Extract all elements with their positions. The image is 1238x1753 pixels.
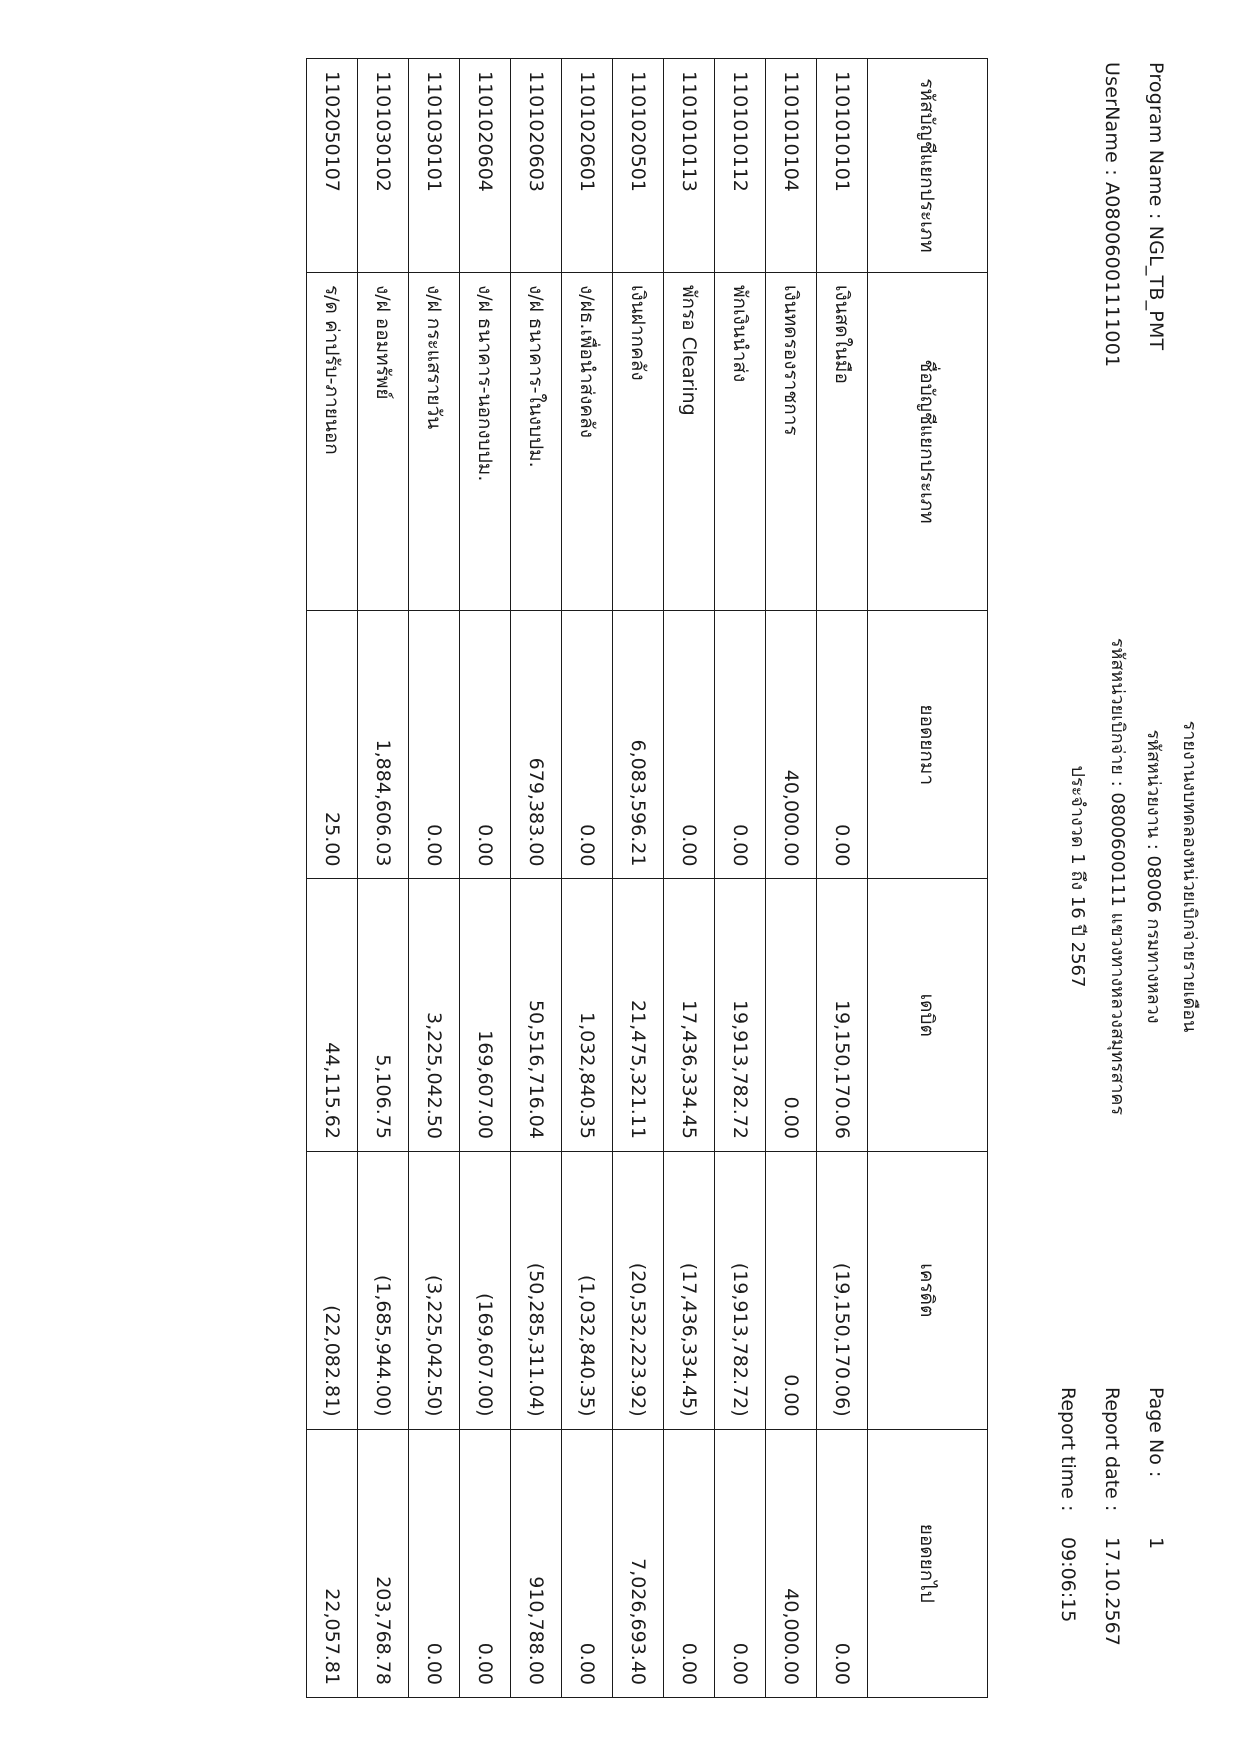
cell-credit: 0.00 xyxy=(766,1151,817,1429)
cell-account-name: พักรอ Clearing xyxy=(664,272,715,610)
table-row xyxy=(409,59,460,1698)
cell-debit: 50,516,716.04 xyxy=(511,879,562,1152)
cell-balance: 7,026,693.40 xyxy=(613,1429,664,1697)
cell-debit: 17,436,334.45 xyxy=(664,879,715,1152)
cell-credit: (1,032,840.35) xyxy=(562,1151,613,1429)
cell-balance: 0.00 xyxy=(460,1429,511,1697)
cell-credit: (3,225,042.50) xyxy=(409,1151,460,1429)
page-no-value: 1 xyxy=(1145,1537,1167,1550)
program-name: Program Name : NGL_TB_PMT xyxy=(1145,62,1167,351)
table-row xyxy=(358,59,409,1698)
cell-credit: (22,082.81) xyxy=(307,1151,358,1429)
cell-balance: 0.00 xyxy=(409,1429,460,1697)
cell-credit: (20,532,223.92) xyxy=(613,1151,664,1429)
cell-debit: 1,032,840.35 xyxy=(562,879,613,1152)
cell-account-code: 1101010104 xyxy=(766,59,817,273)
cell-account-code: 1101030102 xyxy=(358,59,409,273)
cell-carry-forward: 1,884,606.03 xyxy=(358,611,409,879)
cell-carry-forward: 0.00 xyxy=(715,611,766,879)
cell-balance: 0.00 xyxy=(715,1429,766,1697)
table-row xyxy=(460,59,511,1698)
cell-balance: 0.00 xyxy=(664,1429,715,1697)
cell-account-code: 1101020604 xyxy=(460,59,511,273)
cell-carry-forward: 40,000.00 xyxy=(766,611,817,879)
cell-balance: 203,768.78 xyxy=(358,1429,409,1697)
disbursement-unit-code: รหัสหน่วยเบิกจ่าย : 0800600111 แขวงทางหลวงสมุทรสาคร xyxy=(1107,637,1128,1116)
cell-debit: 19,913,782.72 xyxy=(715,879,766,1152)
cell-credit: (17,436,334.45) xyxy=(664,1151,715,1429)
cell-account-code: 1101020601 xyxy=(562,59,613,273)
cell-account-name: ง/ฝ กระแสรายวัน xyxy=(409,272,460,610)
cell-carry-forward: 25.00 xyxy=(307,611,358,879)
cell-account-name: ง/ฝ ธนาคาร-ในงบปม. xyxy=(511,272,562,610)
column-header-debit: เดบิต xyxy=(868,879,988,1152)
column-header-balance: ยอดยกไป xyxy=(868,1429,988,1697)
report-date-row xyxy=(1090,1387,1134,1657)
cell-account-code: 1101020501 xyxy=(613,59,664,273)
cell-account-code: 1101030101 xyxy=(409,59,460,273)
cell-account-name: พักเงินนำส่ง xyxy=(715,272,766,610)
cell-carry-forward: 0.00 xyxy=(460,611,511,879)
cell-credit: (50,285,311.04) xyxy=(511,1151,562,1429)
cell-carry-forward: 0.00 xyxy=(817,611,868,879)
table-row xyxy=(664,59,715,1698)
report-title: รายงานงบทดลองหน่วยเบิกจ่ายรายเดือน xyxy=(1179,720,1200,1033)
report-time-row xyxy=(1046,1387,1090,1657)
report-date-label: Report date : xyxy=(1101,1387,1123,1512)
cell-account-name: ง/ฝ ธนาคาร-นอกงบปม. xyxy=(460,272,511,610)
page-no-label: Page No : xyxy=(1145,1387,1167,1478)
cell-account-name: เงินฝากคลัง xyxy=(613,272,664,610)
table-row xyxy=(562,59,613,1698)
table-row xyxy=(613,59,664,1698)
table-row xyxy=(511,59,562,1698)
cell-debit: 19,150,170.06 xyxy=(817,879,868,1152)
cell-balance: 0.00 xyxy=(817,1429,868,1697)
cell-balance: 0.00 xyxy=(562,1429,613,1697)
table-row xyxy=(715,59,766,1698)
column-header-account-name: ชื่อบัญชีแยกประเภท xyxy=(868,272,988,610)
agency-code: รหัสหน่วยงาน : 08006 กรมทางหลวง xyxy=(1143,729,1164,1024)
cell-carry-forward: 0.00 xyxy=(664,611,715,879)
cell-debit: 5,106.75 xyxy=(358,879,409,1152)
column-header-credit: เครดิต xyxy=(868,1151,988,1429)
cell-account-code: 1101020603 xyxy=(511,59,562,273)
cell-account-code: 1101010112 xyxy=(715,59,766,273)
cell-account-code: 1102050107 xyxy=(307,59,358,273)
user-name: UserName : A08006001111001 xyxy=(1101,62,1123,368)
report-time-value: 09:06:15 xyxy=(1057,1537,1079,1623)
cell-credit: (19,913,782.72) xyxy=(715,1151,766,1429)
cell-account-name: ร/ด ค่าปรับ-ภายนอก xyxy=(307,272,358,610)
cell-account-name: ง/ฝธ.เพื่อนำส่งคลัง xyxy=(562,272,613,610)
report-info xyxy=(1046,1387,1178,1657)
table-header-row xyxy=(868,59,988,1698)
column-header-account-code: รหัสบัญชีแยกประเภท xyxy=(868,59,988,273)
cell-balance: 40,000.00 xyxy=(766,1429,817,1697)
cell-debit: 21,475,321.11 xyxy=(613,879,664,1152)
cell-credit: (1,685,944.00) xyxy=(358,1151,409,1429)
cell-debit: 169,607.00 xyxy=(460,879,511,1152)
report-date-value: 17.10.2567 xyxy=(1101,1537,1123,1646)
report-time-label: Report time : xyxy=(1057,1387,1079,1512)
report-period: ประจำงวด 1 ถึง 16 ปี 2567 xyxy=(1067,765,1088,988)
cell-debit: 3,225,042.50 xyxy=(409,879,460,1152)
cell-account-name: เงินสดในมือ xyxy=(817,272,868,610)
table-row xyxy=(766,59,817,1698)
table-row xyxy=(817,59,868,1698)
cell-balance: 22,057.81 xyxy=(307,1429,358,1697)
cell-carry-forward: 679,383.00 xyxy=(511,611,562,879)
cell-carry-forward: 0.00 xyxy=(562,611,613,879)
cell-account-name: เงินทดรองราชการ xyxy=(766,272,817,610)
cell-account-code: 1101010113 xyxy=(664,59,715,273)
cell-credit: (19,150,170.06) xyxy=(817,1151,868,1429)
cell-account-name: ง/ฝ ออมทรัพย์ xyxy=(358,272,409,610)
page-no-row xyxy=(1134,1387,1178,1657)
cell-carry-forward: 0.00 xyxy=(409,611,460,879)
cell-carry-forward: 6,083,596.21 xyxy=(613,611,664,879)
table-row xyxy=(307,59,358,1698)
cell-balance: 910,788.00 xyxy=(511,1429,562,1697)
trial-balance-table xyxy=(306,58,988,1698)
cell-account-code: 1101010101 xyxy=(817,59,868,273)
column-header-carry-forward: ยอดยกมา xyxy=(868,611,988,879)
cell-debit: 0.00 xyxy=(766,879,817,1152)
cell-credit: (169,607.00) xyxy=(460,1151,511,1429)
cell-debit: 44,115.62 xyxy=(307,879,358,1152)
